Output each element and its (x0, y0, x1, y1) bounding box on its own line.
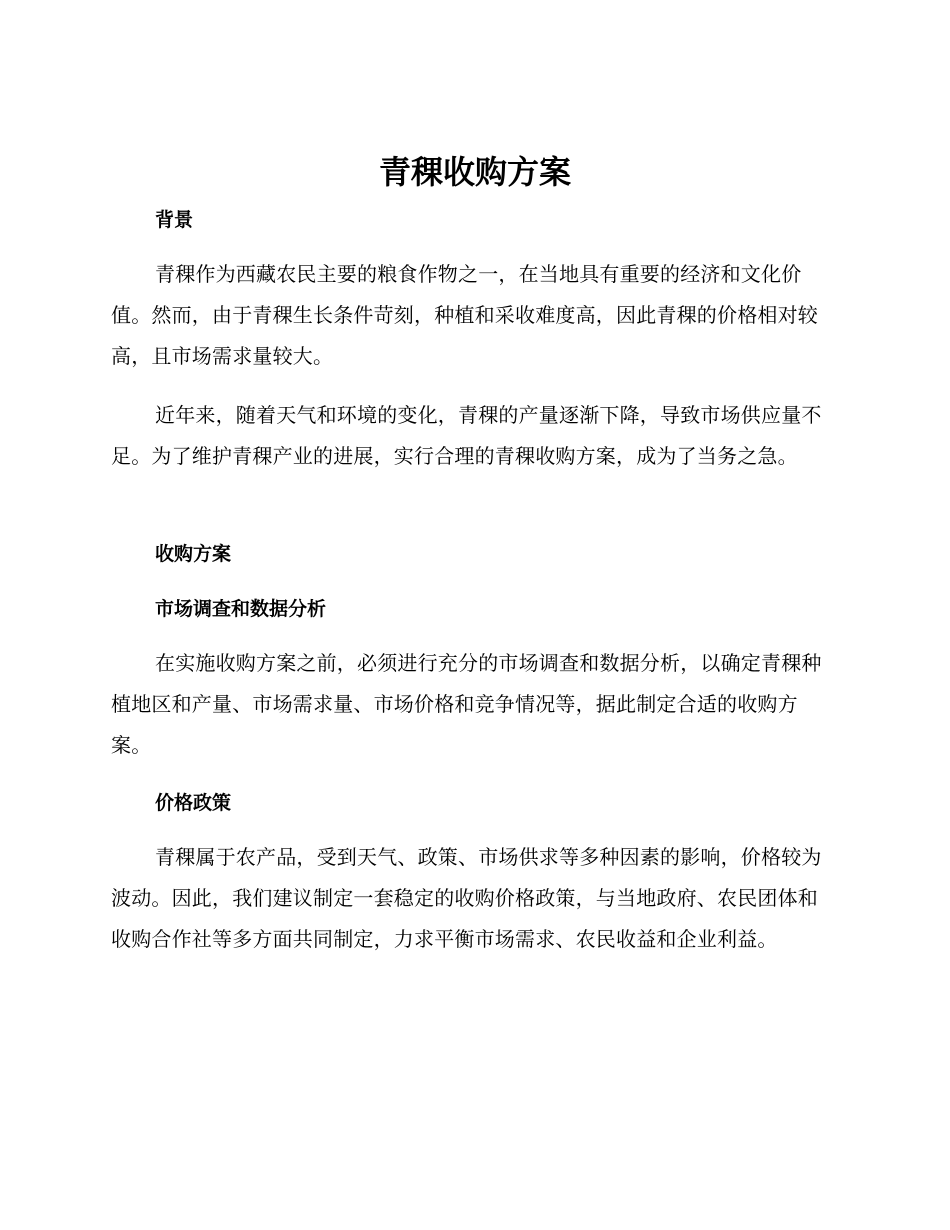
section-heading-acquisition-plan: 收购方案 (155, 543, 232, 565)
section-heading-market-research: 市场调查和数据分析 (155, 598, 327, 620)
document-title: 青稞收购方案 (378, 153, 571, 191)
paragraph-background-2: 近年来，随着天气和环境的变化，青稞的产量逐渐下降，导致市场供应量不足。为了维护青稞产业的进展，实行合理的青稞收购方案，成为了当务之急。 (111, 403, 822, 468)
paragraph-market-research: 在实施收购方案之前，必须进行充分的市场调查和数据分析，以确定青稞种植地区和产量、市场需求量、市场价格和竞争情况等，据此制定合适的收购方案。 (111, 651, 822, 757)
paragraph-background-1: 青稞作为西藏农民主要的粮食作物之一，在当地具有重要的经济和文化价值。然而，由于青稞生长条件苛刻，种植和采收难度高，因此青稞的价格相对较高，且市场需求量较大。 (111, 262, 818, 368)
paragraph-price-policy: 青稞属于农产品，受到天气、政策、市场供求等多种因素的影响，价格较为波动。因此，我们建议制定一套稳定的收购价格政策，与当地政府、农民团体和收购合作社等多方面共同制定，力求平衡市场需求、农民收益和企业利益。 (111, 845, 822, 951)
section-heading-background: 背景 (155, 209, 194, 231)
section-heading-price-policy: 价格政策 (155, 792, 232, 814)
